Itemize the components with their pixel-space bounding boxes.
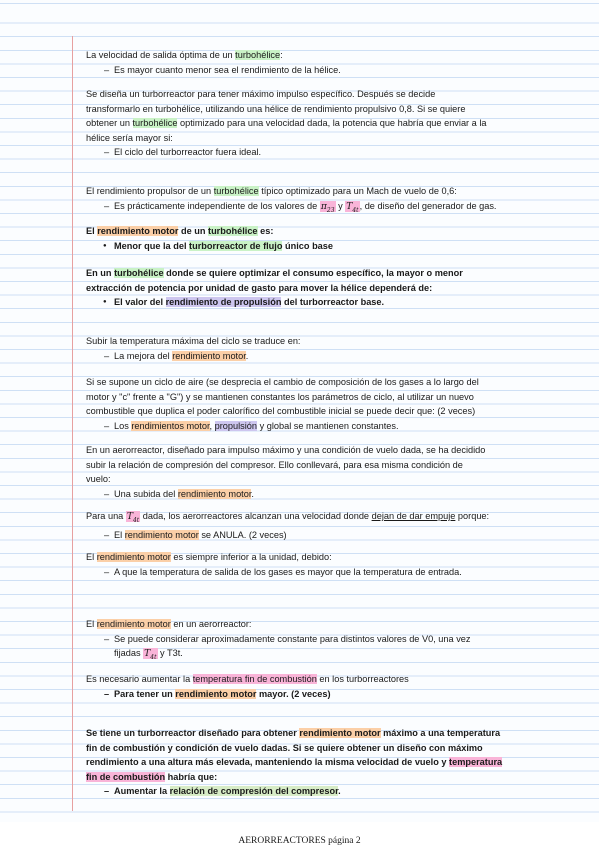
note-block-7	[86, 375, 546, 433]
text-line: motor y "c" frente a "G") y se mantienen constantes los parámetros de ciclo, al utilizar un nuevo	[86, 391, 474, 402]
highlight-orange: rendimiento motor	[96, 619, 171, 629]
text: en los turborreactores	[316, 674, 409, 684]
text: El rendimiento propulsor de un	[86, 186, 214, 196]
text: Para una	[86, 511, 126, 521]
text: en un aerorreactor:	[170, 619, 252, 629]
note-block-3	[86, 184, 546, 218]
highlight-green: turbohélice	[235, 50, 281, 60]
text: optimizado para una velocidad dada, la potencia que habría que enviar a la	[177, 118, 487, 129]
math-base: T	[346, 200, 353, 212]
text: típico optimizado para un Mach de vuelo de 0,6:	[258, 186, 457, 196]
highlight-orange: rendimiento motor	[175, 688, 257, 699]
text: fijadas	[114, 648, 144, 659]
math-symbol	[126, 511, 140, 522]
highlight-green: turbohélice	[132, 118, 178, 129]
text: obtener un	[86, 118, 133, 129]
highlight-pink: fin de combustión	[86, 771, 166, 782]
note-block-4	[86, 224, 546, 253]
text: es siempre inferior a la unidad, debido:	[170, 552, 332, 562]
text: ,	[209, 420, 215, 431]
dash-item: – Es mayor cuanto menor sea el rendimiento de la hélice.	[86, 63, 546, 78]
text: se ANULA. (2 veces)	[198, 530, 287, 541]
dash-item	[86, 199, 546, 218]
text: .	[245, 350, 249, 361]
text: del turborreactor base.	[281, 297, 385, 308]
highlight-green: turborreactor de flujo	[189, 240, 283, 251]
highlight-green: turbohélice	[208, 226, 258, 236]
note-block-12	[86, 672, 546, 701]
text: porque:	[455, 511, 490, 521]
text: de un	[178, 226, 209, 236]
dash-item	[86, 784, 546, 799]
text: rendimiento a una altura más elevada, manteniendo la misma velocidad de vuelo y	[86, 757, 450, 768]
dash-item	[86, 419, 546, 434]
text: Se tiene un turborreactor diseñado para obtener	[86, 728, 300, 738]
dash-item	[86, 528, 546, 543]
highlight-orange: rendimiento motor	[177, 488, 252, 499]
text: y	[335, 200, 346, 211]
math-subscript: 4t	[150, 654, 157, 662]
text: El	[86, 619, 97, 629]
text-line: extracción de potencia por unidad de gasto para mover la hélice dependerá de:	[86, 282, 433, 293]
text: Los	[114, 420, 132, 431]
highlight-purple: propulsión	[214, 420, 258, 431]
highlight-orange: rendimiento motor	[299, 728, 381, 738]
text: La velocidad de salida óptima de un	[86, 50, 236, 60]
note-block-9	[86, 509, 546, 543]
bullet-item	[86, 295, 546, 310]
dash-item: – Se puede considerar aproximadamente constante para distintos valores de V0, una vez	[86, 632, 546, 647]
highlight-orange: rendimiento motor	[96, 552, 171, 562]
text: mayor. (2 veces)	[256, 688, 331, 699]
dash-item	[86, 687, 546, 702]
text-line: subir la relación de compresión del compresor. Ello conllevará, para esa misma condición de	[86, 459, 463, 470]
bullet-item	[86, 239, 546, 254]
text: En un	[86, 268, 115, 278]
underlined-text: dejan de dar empuje	[371, 511, 456, 521]
text: Una subida del	[114, 488, 178, 499]
highlight-green: turbohélice	[213, 186, 259, 196]
text: Es prácticamente independiente de los valores de	[114, 200, 320, 211]
text: La mejora del	[114, 350, 173, 361]
text-line: transformarlo en turbohélice, utilizando una hélice de rendimiento propulsivo 0,8. Si se quiere	[86, 103, 466, 114]
note-block-13	[86, 726, 546, 799]
text: Para tener un	[114, 688, 176, 699]
math-subscript: 4t	[132, 516, 140, 524]
text: Aumentar la	[114, 786, 170, 797]
math-subscript: 4t	[352, 206, 359, 214]
text: habría que:	[165, 771, 218, 782]
text-line: combustible que duplica el poder calorífico del combustible inicial se puede decir que: (2 veces)	[86, 406, 476, 417]
text: El	[86, 226, 98, 236]
math-base: T	[144, 648, 151, 660]
text: y T3t.	[157, 648, 183, 659]
text: , de diseño del generador de gas.	[359, 200, 497, 211]
text: El	[86, 552, 97, 562]
dash-item: – El ciclo del turborreactor fuera ideal.	[86, 145, 546, 160]
dash-item: – A que la temperatura de salida de los gases es mayor que la temperatura de entrada.	[86, 565, 546, 580]
text: único base	[282, 240, 334, 251]
note-block-11	[86, 617, 546, 666]
text-line: Se diseña un turborreactor para tener máximo impulso específico. Después se decide	[86, 89, 436, 99]
text-line: vuelo:	[86, 474, 111, 485]
note-block-2	[86, 87, 546, 160]
margin-line	[72, 36, 73, 811]
math-symbol	[143, 648, 157, 662]
highlight-pink: temperatura fin de combustión	[192, 674, 317, 684]
page-footer: AERORREACTORES página 2	[238, 836, 361, 846]
math-base: T	[126, 511, 133, 522]
text: .	[338, 786, 341, 797]
dash-item	[86, 349, 546, 364]
highlight-orange: rendimiento motor	[97, 226, 179, 236]
highlight-orange: rendimiento motor	[124, 530, 199, 541]
highlight-pink: temperatura	[449, 757, 503, 768]
math-symbol	[320, 201, 336, 212]
text: El	[114, 530, 125, 541]
note-block-5	[86, 266, 546, 310]
text-line: Subir la temperatura máxima del ciclo se traduce en:	[86, 336, 301, 346]
highlight-light-green: relación de compresión del compresor	[169, 786, 339, 797]
note-block-8	[86, 443, 546, 501]
text: Es necesario aumentar la	[86, 674, 193, 684]
math-base: π	[320, 200, 327, 212]
dash-item	[86, 487, 546, 502]
note-block-6	[86, 334, 546, 363]
continuation-line	[86, 646, 546, 665]
text: .	[251, 488, 254, 499]
text: Menor que la del	[114, 240, 190, 251]
text-line: Si se supone un ciclo de aire (se desprecia el cambio de composición de los gases a lo largo del	[86, 377, 479, 387]
math-symbol	[345, 201, 359, 212]
note-block-1	[86, 48, 546, 77]
math-subscript: 23	[326, 206, 335, 214]
text: dada, los aerorreactores alcanzan una velocidad donde	[140, 511, 372, 521]
text: donde se quiere optimizar el consumo específico, la mayor o menor	[163, 268, 463, 278]
text-line: En un aerorreactor, diseñado para impulso máximo y una condición de vuelo dada, se ha decidido	[86, 445, 486, 455]
text: es:	[257, 226, 274, 236]
text-line: hélice sería mayor si:	[86, 132, 173, 143]
highlight-orange: rendimiento motor	[172, 350, 246, 361]
highlight-purple: rendimiento de propulsión	[165, 297, 282, 308]
text: y global se mantienen constantes.	[257, 420, 399, 431]
highlight-green: turbohélice	[114, 268, 164, 278]
text-line: fin de combustión y condición de vuelo dadas. Si se quiere obtener un diseño con máximo	[86, 742, 483, 753]
highlight-orange: rendimientos motor	[131, 420, 210, 431]
text: :	[280, 50, 283, 60]
note-block-10	[86, 550, 546, 579]
text: El valor del	[114, 297, 166, 308]
text: máximo a una temperatura	[380, 728, 501, 738]
